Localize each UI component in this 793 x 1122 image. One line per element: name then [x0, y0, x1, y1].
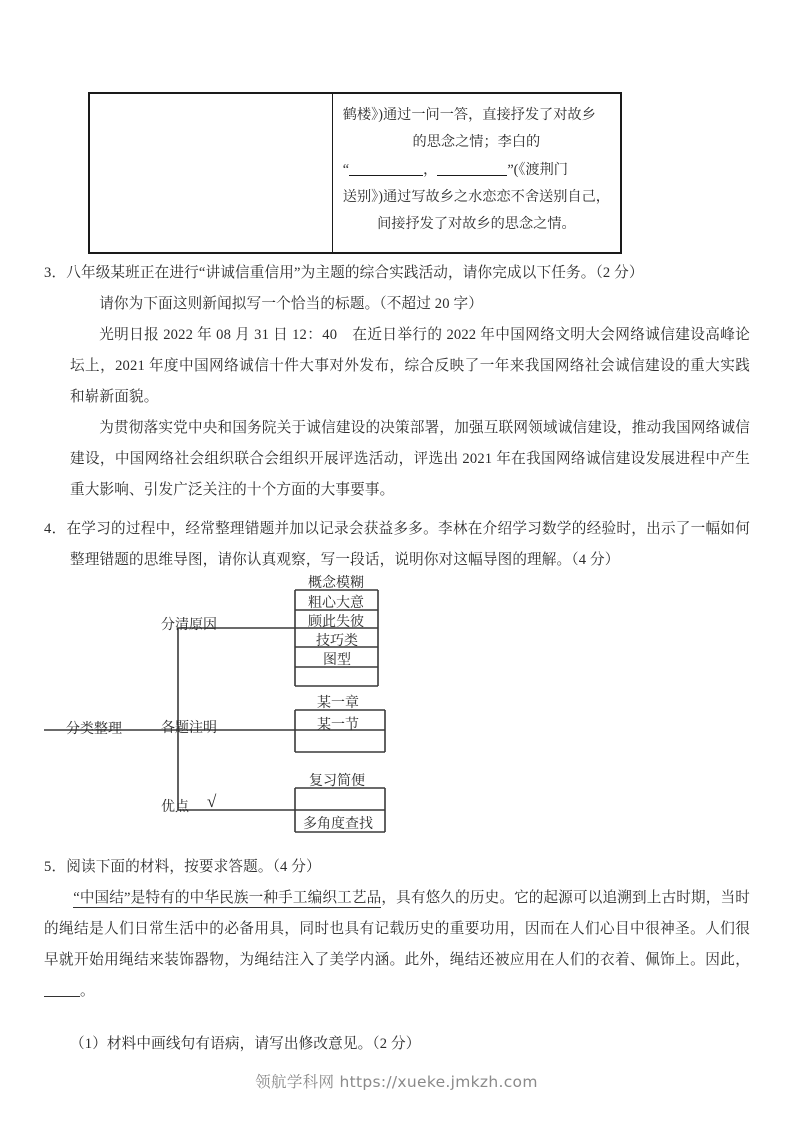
mindmap-item-1-1: 概念模糊 — [308, 576, 364, 591]
question-4 — [44, 514, 750, 576]
poem-line-3 — [343, 157, 610, 184]
mindmap-item-2-2: 某一节 — [317, 718, 359, 733]
question-3-news-para-1: 光明日报 2022 年 08 月 31 日 12：40 在近日举行的 2022 年中国网络文明大会网络诚信建设高峰论坛上，2021 年度中国网络诚信十件大事对外发布，综合反映了一年来我国网络社会诚信建设的重大实践和崭新面貌。 — [70, 327, 750, 405]
footer-watermark: 领航学科网 https://xueke.jmkzh.com — [255, 1073, 538, 1091]
mindmap-diagram — [44, 570, 464, 840]
table-cell-left — [90, 94, 333, 253]
comma-sep: ， — [423, 161, 438, 178]
answer-blank-1[interactable] — [349, 161, 423, 175]
question-3 — [44, 258, 750, 506]
material-tail: 。 — [80, 983, 95, 999]
quote-open: “ — [342, 161, 350, 178]
table-row — [90, 94, 621, 253]
mindmap-branch-2-label: 各题注明 — [161, 721, 217, 736]
table-cell-right — [332, 94, 620, 253]
poem-line-1: 鹤楼》)通过一问一答，直接抒发了对故乡 — [342, 107, 596, 123]
answer-blank-2[interactable] — [437, 161, 507, 175]
poem-line-5: 间接抒发了对故乡的思念之情。 — [377, 216, 576, 233]
question-5-number: 5． — [44, 859, 67, 875]
mindmap-item-2-1: 某一章 — [317, 696, 359, 711]
question-4-stem — [44, 514, 750, 576]
material-rest-text: ，具有悠久的历史。它的起源可以追溯到上古时期，当时的绳结是人们日常生活中的必备用具，同时也具有记载历史的重要功用，因而在人们心目中很神圣。人们很早就开始用绳结来装饰器物，为绳结注入了美学内涵。此外，绳结还被应用在人们的衣着、佩饰上。因此， — [44, 890, 750, 968]
mindmap-item-3-1: 复习简便 — [309, 774, 365, 789]
question-3-news-para-2: 为贯彻落实党中央和国务院关于诚信建设的决策部署，加强互联网领域诚信建设，推动我国网络诚信建设，中国网络社会组织联合会组织开展评选活动，评选出 2021 年在我国网络诚信建设发展进程中产生重大影响、引发广泛关注的十个方面的大事要事。 — [70, 420, 750, 498]
material-answer-blank[interactable] — [44, 983, 80, 997]
mindmap-item-1-2: 粗心大意 — [308, 596, 364, 611]
poem-line-3-suffix: ”(《渡荆门 — [507, 161, 568, 178]
question-3-stem — [44, 258, 750, 289]
question-3-number: 3． — [44, 265, 67, 281]
mindmap-item-1-5: 图型 — [323, 653, 351, 668]
poem-line-2: 的思念之情；李白的 — [412, 134, 541, 151]
question-5 — [44, 852, 750, 1060]
mindmap-item-1-3: 顾此失彼 — [308, 615, 364, 630]
poem-fill-in-table — [88, 92, 622, 254]
question-3-task: 请你为下面这则新闻拟写一个恰当的标题。（不超过 20 字） — [99, 296, 483, 312]
question-4-number: 4． — [44, 521, 67, 537]
mindmap-root-label: 分类整理 — [66, 722, 122, 737]
mindmap-item-1-4: 技巧类 — [316, 634, 358, 649]
material-underlined-sentence: “中国结”是特有的中华民族一种手工编织工艺品 — [73, 890, 382, 906]
mindmap-lines — [44, 570, 464, 840]
question-5-sub-1: （1）材料中画线句有语病，请写出修改意见。（2 分） — [70, 1036, 421, 1052]
mindmap-item-3-2: 多角度查找 — [303, 817, 373, 832]
question-3-stem-text: 八年级某班正在进行“讲诚信重信用”为主题的综合实践活动，请你完成以下任务。（2 分） — [66, 265, 644, 281]
question-4-stem-text: 在学习的过程中，经常整理错题并加以记录会获益多多。李林在介绍学习数学的经验时，出示了一幅如何整理错题的思维导图，请你认真观察，写一段话，说明你对这幅导图的理解。（4 分） — [66, 521, 750, 568]
question-5-stem-text: 阅读下面的材料，按要求答题。（4 分） — [66, 859, 321, 875]
mindmap-branch-3-label: 优点 — [161, 800, 189, 815]
check-mark-icon: √ — [207, 792, 217, 811]
mindmap-branch-1-label: 分清原因 — [161, 618, 217, 633]
question-5-stem — [44, 852, 750, 883]
poem-line-4: 送别》)通过写故乡之水恋恋不舍送别自己， — [342, 188, 610, 205]
question-5-material — [44, 883, 750, 1007]
